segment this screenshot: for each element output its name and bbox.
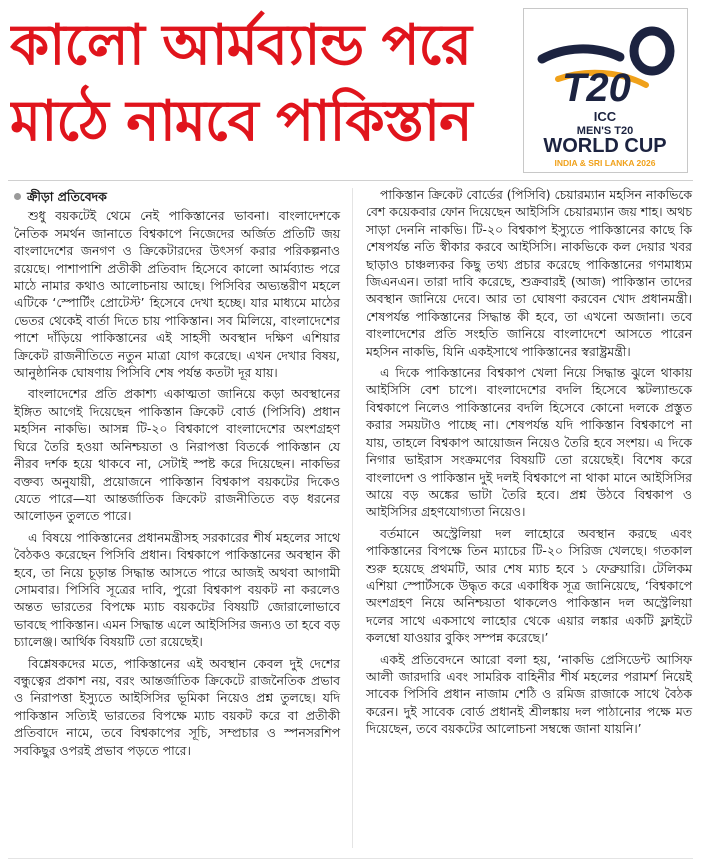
t20-world-cup-logo-graphic	[524, 9, 687, 172]
headline	[10, 8, 515, 160]
article-paragraph: এ দিকে পাকিস্তানের বিশ্বকাপ খেলা নিয়ে সিদ্ধান্ত ঝুলে থাকায় আইসিসি বেশ চাপে। বাংলাদেশের বদলি হিসেবে স্কটল্যান্ডকে বিশ্বকাপে নিলেও পাকিস্তানের বদলি হিসেবে কোনো দলকে প্রস্তুত করার সময়টাও পাচ্ছে না। শেষপর্যন্ত যদি পাকিস্তান বিশ্বকাপে না যায়, তাহলে বিশ্বকাপ আয়োজন নিয়েও তৈরি হবে সংশয়। এ দিকে নিগার ভাইরাস সংক্রমণের বিষয়টি তো রয়েছেই। বিশেষ করে বাংলাদেশ ও পাকিস্তান দুই দলই বিশ্বকাপে না থাকা মানে আইসিসির আয়ে বড় অঙ্কের ভাটা তৈরি হবে। প্রশ্ন উঠবে বিশ্বকাপ ও আইসিসির গ্রহণযোগ্যতা নিয়েও।	[366, 365, 692, 520]
byline	[14, 188, 340, 205]
logo-world-cup-text: WORLD CUP	[543, 135, 667, 157]
logo-t20-mark: T20	[562, 66, 631, 110]
article-paragraph: পাকিস্তান ক্রিকেট বোর্ডের (পিসিবি) চেয়ারম্যান মহসিন নাকভিকে বেশ কয়েকবার ফোন দিয়েছেন আইসিসি চেয়ারম্যান জয় শাহ। অথচ সাড়া দেননি নাকভি। টি-২০ বিশ্বকাপ ইস্যুতে পাকিস্তানের কাছে কি শেষপর্যন্ত নতি স্বীকার করবে আইসিসি। নাকভিকে কল দেয়ার খবর ছাড়াও চাঞ্চল্যকর কিছু তথ্য প্রচার করেছে পাকিস্তানের গণমাধ্যম জিএনএন। তারা দাবি করেছে, শুক্রবারই (আজ) পাকিস্তান তাদের অবস্থান জানিয়ে দেবে। আর তা ঘোষণা করবেন খোদ প্রধানমন্ত্রী। শেষপর্যন্ত পাকিস্তানের সিদ্ধান্ত কী হবে, তা এখনো অজানা। তবে বাংলাদেশের প্রতি সংহতি জানিয়ে বাংলাদেশে আসতে পারেন মহসিন নাকভি, যিনি একইসাথে পাকিস্তানের স্বরাষ্ট্রমন্ত্রী।	[366, 187, 692, 359]
article-paragraph: বিশ্লেষকদের মতে, পাকিস্তানের এই অবস্থান কেবল দুই দেশের বন্ধুত্বের প্রকাশ নয়, বরং আন্তর্জাতিক ক্রিকেটে রাজনৈতিক প্রভাব ও নিরাপত্তা ইস্যুতে আইসিসির ভূমিকা নিয়েও প্রশ্ন তুলছে। যদি পাকিস্তান সত্যিই ভারতের বিপক্ষে ম্যাচ বয়কট করে বা প্রতীকী প্রতিবাদে নামে, তবে বিশ্বকাপের সূচি, সম্প্রচার ও স্পনসরশিপ সবকিছুর ওপরই প্রভাব পড়তে পারে।	[14, 655, 340, 758]
article-column-left	[14, 188, 340, 763]
t20-world-cup-logo	[523, 8, 688, 173]
logo-host-text: INDIA & SRI LANKA 2026	[554, 158, 656, 168]
headline-line-1: কালো আর্মব্যান্ড পরে	[10, 13, 471, 78]
column-divider	[352, 188, 353, 848]
article-paragraph: একই প্রতিবেদনে আরো বলা হয়, ‘নাকভি প্রেসিডেন্ট আসিফ আলী জারদারি এবং সামরিক বাহিনীর শীর্ষ মহলের পরামর্শ নিয়েই সাবেক পিসিবি প্রধান নাজাম শেঠি ও রমিজ রাজাকে সাথে বৈঠক করেন। দুই সাবেক বোর্ড প্রধানই শ্রীলঙ্কায় দল পাঠানোর পক্ষে মত দিয়েছেন, তবে বয়কটের আলোচনা সম্বন্ধে জানা যায়নি।’	[366, 651, 692, 737]
headline-line-2: মাঠে নামবে পাকিস্তান	[10, 89, 472, 154]
article-column-right	[366, 186, 692, 742]
byline-bullet-icon	[14, 193, 21, 200]
byline-text: ক্রীড়া প্রতিবেদক	[27, 189, 107, 204]
header-divider	[8, 180, 693, 181]
logo-swoosh-top	[542, 49, 620, 59]
article-paragraph: বাংলাদেশের প্রতি প্রকাশ্য একাত্মতা জানিয়ে কড়া অবস্থানের ইঙ্গিত আগেই দিয়েছেন পাকিস্তান ক্রিকেট বোর্ড (পিসিবি) প্রধান মহসিন নাকভি। আসন্ন টি-২০ বিশ্বকাপে বাংলাদেশের অংশগ্রহণ ঘিরে তৈরি হওয়া অনিশ্চয়তা ও নিরাপত্তা বিতর্কে পাকিস্তান যে নীরব দর্শক হয়ে থাকবে না, সেটাই স্পষ্ট করে দিয়েছেন। নাকভির বক্তব্য অনুযায়ী, প্রয়োজনে পাকিস্তান বিশ্বকাপ বয়কটের দিকেও যেতে পারে—যা আন্তর্জাতিক ক্রিকেট রাজনীতিতে বড় ধরনের আলোড়ন তুলতে পারে।	[14, 386, 340, 524]
logo-ring	[634, 31, 670, 71]
article-paragraph: শুধু বয়কটেই থেমে নেই পাকিস্তানের ভাবনা। বাংলাদেশকে নৈতিক সমর্থন জানাতে বিশ্বকাপে নিজেদের অর্জিত প্রতিটি জয় বাংলাদেশের জনগণ ও ক্রিকেটারদের উৎসর্গ করার পরিকল্পনাও রয়েছে। পাশাপাশি প্রতীকী প্রতিবাদ হিসেবে কালো আর্মব্যান্ড পরে মাঠে নামার কথাও আলোচনায় আছে। পিসিবির অভ্যন্তরীণ মহলে এটিকে ‘স্পোর্টিং প্রোটেস্ট’ হিসেবে দেখা হচ্ছে। যার মাধ্যমে মাঠের ভেতর থেকেই বার্তা দিতে চায় পাকিস্তান। সব মিলিয়ে, বাংলাদেশের পাশে দাঁড়িয়ে পাকিস্তানের এই সাহসী অবস্থান দক্ষিণ এশিয়ার ক্রিকেট রাজনীতিতে নতুন মাত্রা যোগ করেছে। এখন দেখার বিষয়, আনুষ্ঠানিক ঘোষণায় পিসিবি শেষ পর্যন্ত কতটা দূর যায়।	[14, 208, 340, 381]
article-paragraph: বর্তমানে অস্ট্রেলিয়া দল লাহোরে অবস্থান করছে এবং পাকিস্তানের বিপক্ষে তিন ম্যাচের টি-২০ সিরিজ খেলছে। গতকাল শুরু হয়েছে প্রথমটি, আর শেষ ম্যাচ হবে ১ ফেব্রুয়ারি। টেলিকম এশিয়া স্পোর্টসকে উদ্ধৃত করে একাধিক সূত্র জানিয়েছে, ‘বিশ্বকাপে অংশগ্রহণ নিয়ে অনিশ্চয়তা থাকলেও পাকিস্তান দল অস্ট্রেলিয়া দলের সাথে একসাথে লাহোর থেকে এয়ার লঙ্কার একটি ফ্লাইটে কলম্বো যাওয়ার বুকিং সম্পন্ন করেছে।’	[366, 525, 692, 646]
footer-divider	[8, 858, 693, 859]
logo-icc-text: ICC	[593, 109, 617, 124]
logo-mens-t20-text: MEN'S T20	[576, 125, 634, 137]
article-paragraph: এ বিষয়ে পাকিস্তানের প্রধানমন্ত্রীসহ সরকারের শীর্ষ মহলের সাথে বৈঠকও করেছেন পিসিবি প্রধান। বিশ্বকাপে পাকিস্তানের অবস্থান কী হবে, তা নিয়ে চূড়ান্ত সিদ্ধান্ত আসতে পারে আজই অথবা আগামী সোমবার। পিসিবি সূত্রের দাবি, পুরো বিশ্বকাপ বয়কট না করলেও অন্তত ভারতের বিপক্ষে ম্যাচ বয়কটের বিষয়টি জোরালোভাবে ভাবছে পাকিস্তান। এমন সিদ্ধান্ত এলে আইসিসির জন্যও তা হবে বড় চ্যালেঞ্জ। আর্থিক বিষয়টি তো রয়েছেই।	[14, 529, 340, 650]
